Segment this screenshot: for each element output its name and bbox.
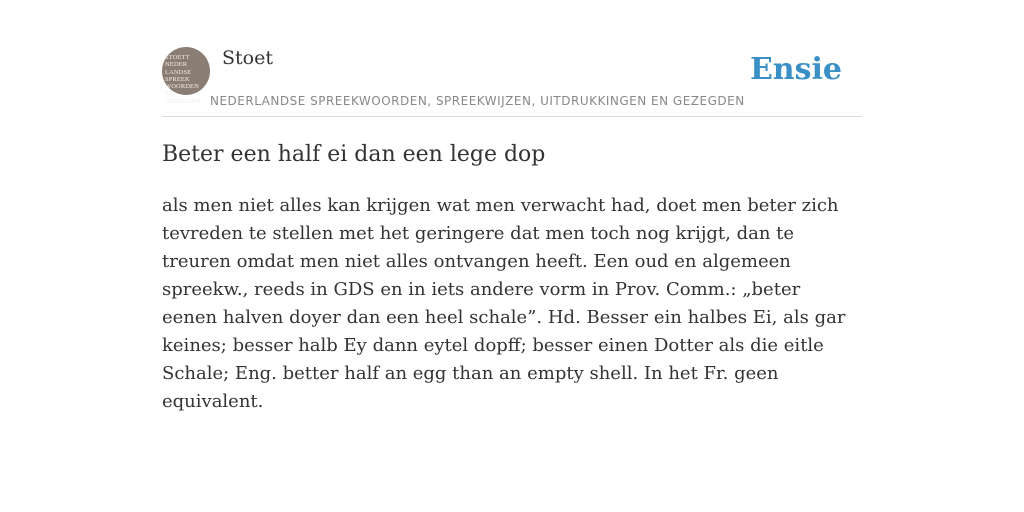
author-name[interactable]: Stoet <box>222 47 273 69</box>
entry-definition: als men niet alles kan krijgen wat men verwacht had, doet men beter zich tevreden te stellen met het geringere dat men toch nog krijgt, dan te treuren omdat men niet alles ontvangen heeft. Een oud en algemeen spreekw., reeds in GDS en in iets andere vorm in Prov. Comm.: „beter eenen halven doyer dan een heel schale”. Hd. Besser ein halbes Ei, als gar keines; besser halb Ey dann eytel dopff; besser einen Dotter als die eitle Schale; Eng. better half an egg than an empty shell. In het Fr. geen equivalent. <box>162 195 846 412</box>
header <box>162 46 862 117</box>
entry-title: Beter een half ei dan een lege dop <box>162 142 546 167</box>
avatar[interactable] <box>162 47 210 105</box>
avatar-book-cover-text: STOETT NEDER LANDSE SPREEK WOORDEN EN GEZEGDEN <box>165 54 201 105</box>
ensie-logo[interactable]: Ensie <box>749 52 842 87</box>
source-subtitle: NEDERLANDSE SPREEKWOORDEN, SPREEKWIJZEN, UITDRUKKINGEN EN GEZEGDEN <box>210 94 745 108</box>
